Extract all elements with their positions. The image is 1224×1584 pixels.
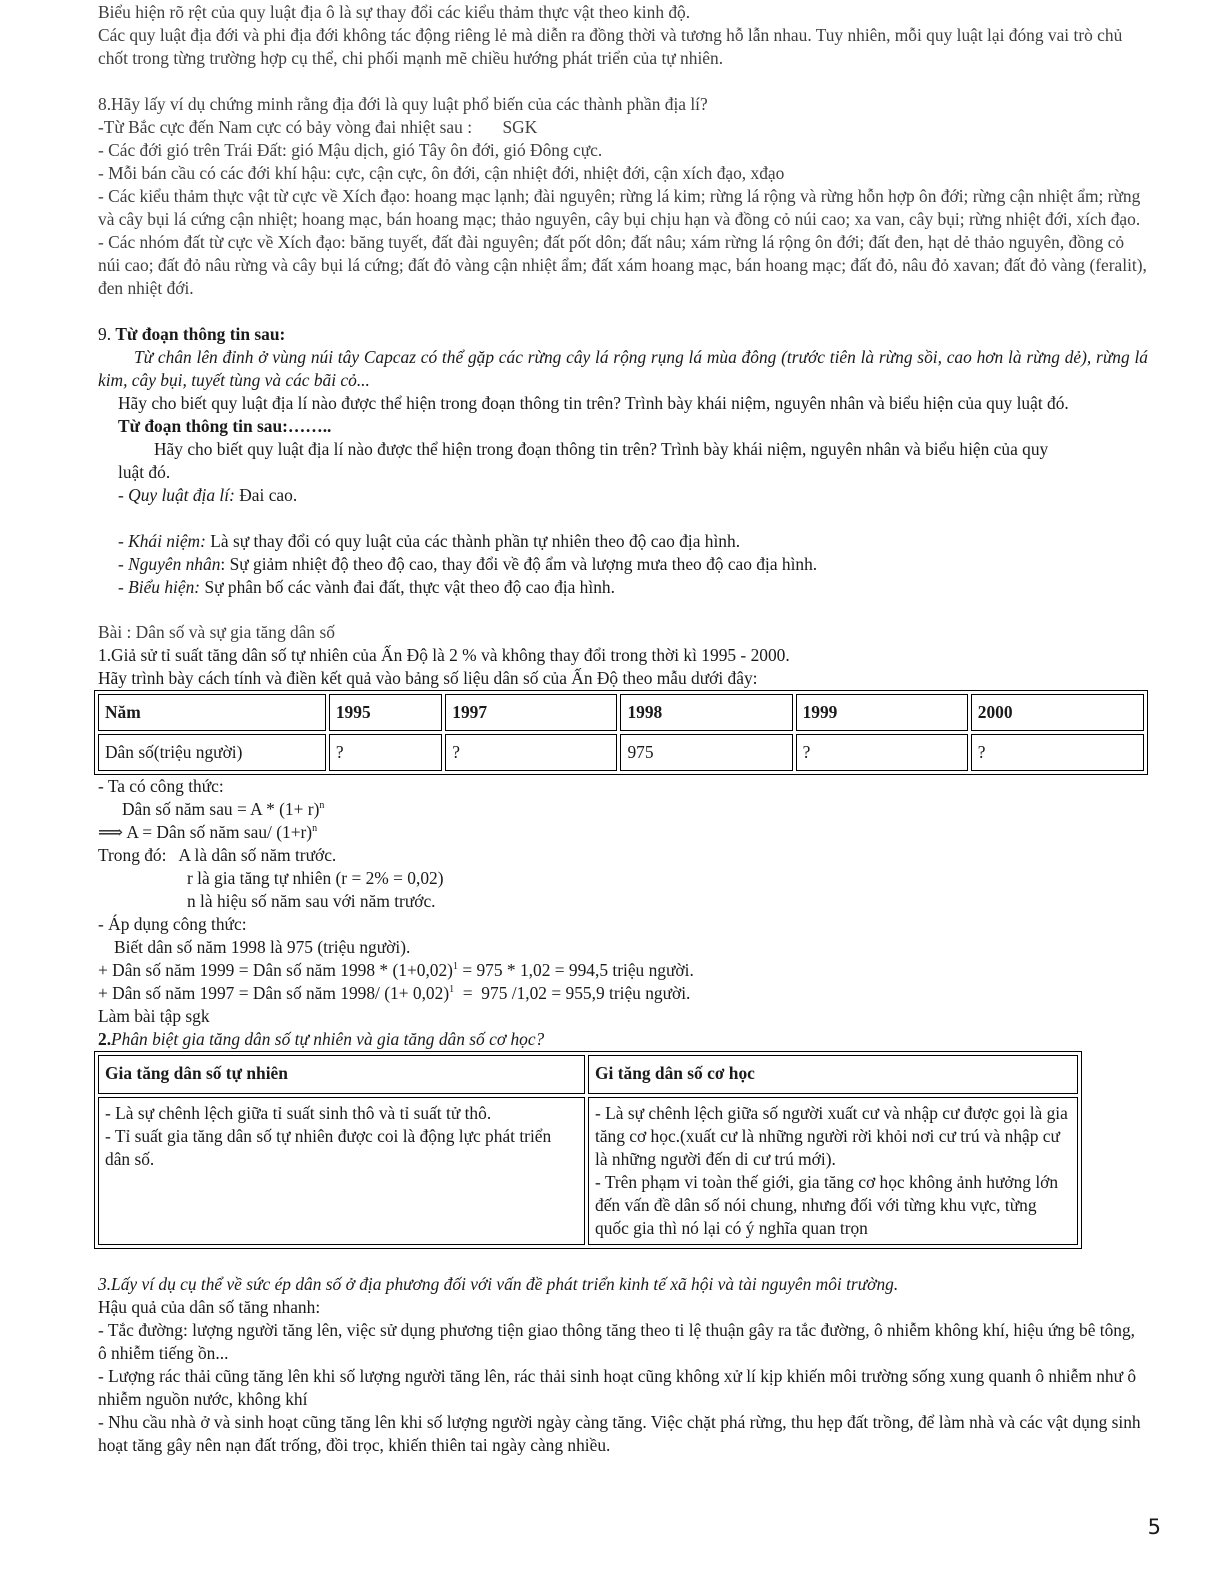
table-cell: ? <box>796 734 968 771</box>
list-item: - Lượng rác thải cũng tăng lên khi số lượng người tăng lên, rác thải sinh hoạt cũng không xử lí kịp khiến môi trường sống xung quanh ô nhiễm như ô nhiễm nguồn nước, không khí <box>98 1366 1137 1409</box>
calc-1999: + Dân số năm 1999 = Dân số năm $1998 * (1+0,02)^1 = 975 * 1,02 = 994,5$ triệu người. <box>98 960 694 980</box>
question-9 <box>98 323 1148 599</box>
question-9-passage: Từ chân lên đỉnh ở vùng núi tây Capcaz có thể gặp các rừng cây lá rộng rụng lá mùa đông (trước tiên là rừng sồi, cao hơn là rừng dẻ), rừng lá kim, cây bụi, tuyết tùng và các bãi cỏ... <box>98 347 1148 390</box>
law-line: - Quy luật địa lí: Đai cao. <box>118 485 298 505</box>
page-number: 5 <box>1147 1515 1161 1539</box>
lesson-title: Bài : Dân số và sự gia tăng dân số <box>98 622 335 642</box>
formula-1: Dân số năm sau = $A * (1+ r)^n$ <box>122 799 325 819</box>
list-item: - Tắc đường: lượng người tăng lên, việc sử dụng phương tiện giao thông tăng theo ti lệ thuận gây ra tắc đường, ô nhiễm không khí, hiệu ứng bê tông, ô nhiễm tiếng ồn... <box>98 1320 1136 1363</box>
table-header-cell: Năm <box>98 694 326 731</box>
calc-1997: + Dân số năm 1997 = Dân số năm 1998/ $(1+ 0,02)^1 = 975$ /1,02 = 955,9 triệu người. <box>98 983 691 1003</box>
table-header-cell: Gi tăng dân số cơ học <box>588 1055 1078 1094</box>
comparison-table <box>94 1051 1082 1249</box>
question-2-title: 2.Phân biệt gia tăng dân số tự nhiên và gia tăng dân số cơ học? <box>98 1029 545 1049</box>
paragraph: - Các nhóm đất từ cực về Xích đạo: băng tuyết, đất đài nguyên; đất pốt dôn; đất nâu; xám rừng lá rộng ôn đới; đất đen, hạt dẻ thảo nguyên, đồng cỏ núi cao; đất đỏ nâu rừng và cây bụi lá cứng; đất đỏ vàng cận nhiệt ẩm; đất xám hoang mạc, bán hoang mạc; đất đỏ, nâu đỏ xavan; đất đỏ vàng (feralit), đen nhiệt đới. <box>98 232 1147 298</box>
formula-intro: - Ta có công thức: <box>98 776 224 796</box>
table-header-cell: 1999 <box>796 694 968 731</box>
document-page <box>98 1 1148 1457</box>
lesson-question-1-task: Hãy trình bày cách tính và điền kết quả vào bảng số liệu dân số của Ấn Độ theo mẫu dưới đây: <box>98 668 758 688</box>
table-cell: Dân số(triệu người) <box>98 734 326 771</box>
where-n: n là hiệu số năm sau với năm trước. <box>187 891 436 911</box>
question-8 <box>98 93 1148 300</box>
question-9-repeat-title: Từ đoạn thông tin sau:…….. <box>118 416 332 436</box>
formula-2: ⟹ A = Dân số năm sau/ $(1+r)^n$ <box>98 822 318 842</box>
table-cell: - Là sự chênh lệch giữa tỉ suất sinh thô và tỉ suất tử thô. - Tỉ suất gia tăng dân số tự nhiên được coi là động lực phát triển dân số. <box>98 1097 585 1245</box>
list-item: - Nhu cầu nhà ở và sinh hoạt cũng tăng lên khi số lượng người ngày càng tăng. Việc chặt phá rừng, thu hẹp đất trồng, để làm nhà và các vật dụng sinh hoạt tăng gây nên nạn đất trống, đồi trọc, khiến thiên tai ngày càng nhiều. <box>98 1412 1141 1455</box>
table-cell: 975 <box>620 734 792 771</box>
question-9-heading: 9. Từ đoạn thông tin sau: <box>98 324 286 344</box>
table-header-cell: Gia tăng dân số tự nhiên <box>98 1055 585 1094</box>
table-header-cell: 1998 <box>620 694 792 731</box>
table-row <box>98 1097 1078 1245</box>
question-8-title: 8.Hãy lấy ví dụ chứng minh rằng địa đới là quy luật phổ biến của các thành phần địa lí? <box>98 94 708 114</box>
known-line: Biết dân số năm 1998 là 975 (triệu người). <box>114 937 411 957</box>
paragraph: Các quy luật địa đới và phi địa đới không tác động riêng lẻ mà diễn ra đồng thời và tương hỗ lẫn nhau. Tuy nhiên, mỗi quy luật lại đóng vai trò chủ chốt trong từng trường hợp cụ thể, chi phối mạnh mẽ chiều hướng phát triển của tự nhiên. <box>98 25 1123 68</box>
implies-arrow-icon: ⟹ <box>98 822 123 842</box>
population-lesson <box>98 621 1148 1457</box>
where-r: r là gia tăng tự nhiên (r = 2% = 0,02) <box>187 868 444 888</box>
cause-line: - Nguyên nhân: Sự giảm nhiệt độ theo độ cao, thay đổi về độ ẩm và lượng mưa theo độ cao địa hình. <box>118 554 818 574</box>
paragraph: - Các kiểu thảm thực vật từ cực về Xích đạo: hoang mạc lạnh; đài nguyên; rừng lá kim; rừng lá rộng và rừng hỗn hợp ôn đới; rừng cận nhiệt ẩm; rừng và cây bụi lá cứng cận nhiệt; hoang mạc, bán hoang mạc; thảo nguyên, cây bụi chịu hạn và đồng cỏ núi cao; xa van, cây bụi; rừng nhiệt đới, xích đạo. <box>98 186 1141 229</box>
paragraph: - Mỗi bán cầu có các đới khí hậu: cực, cận cực, ôn đới, cận nhiệt đới, nhiệt đới, cận xích đạo, xđạo <box>98 163 785 183</box>
table-header-cell: 2000 <box>971 694 1144 731</box>
top-section <box>98 1 1148 70</box>
paragraph: - Các đới gió trên Trái Đất: gió Mậu dịch, gió Tây ôn đới, gió Đông cực. <box>98 140 603 160</box>
table-cell: ? <box>445 734 617 771</box>
concept-line: - Khái niệm: Là sự thay đổi có quy luật của các thành phần tự nhiên theo độ cao địa hình. <box>118 531 741 551</box>
question-9-question: Hãy cho biết quy luật địa lí nào được thể hiện trong đoạn thông tin trên? Trình bày khái niệm, nguyên nhân và biểu hiện của quy luật đó. <box>118 393 1069 413</box>
question-3-title: 3.Lấy ví dụ cụ thể về sức ép dân số ở địa phương đối với vấn đề phát triển kinh tế xã hội và tài nguyên môi trường. <box>98 1274 899 1294</box>
table-row <box>98 734 1144 771</box>
homework-line: Làm bài tập sgk <box>98 1006 210 1026</box>
paragraph: Biểu hiện rõ rệt của quy luật địa ô là sự thay đổi các kiểu thảm thực vật theo kinh độ. <box>98 2 691 22</box>
expression-line: - Biểu hiện: Sự phân bố các vành đai đất, thực vật theo độ cao địa hình. <box>118 577 615 597</box>
table-cell: ? <box>971 734 1144 771</box>
paragraph: -Từ Bắc cực đến Nam cực có bảy vòng đai nhiệt sau : SGK <box>98 117 538 137</box>
question-9-repeat-question: Hãy cho biết quy luật địa lí nào được thể hiện trong đoạn thông tin trên? Trình bày khái niệm, nguyên nhân và biểu hiện của quy luật đó. <box>118 439 1049 482</box>
table-header-row <box>98 1055 1078 1094</box>
apply-line: - Áp dụng công thức: <box>98 914 247 934</box>
table-cell: - Là sự chênh lệch giữa số người xuất cư và nhập cư được gọi là gia tăng cơ học.(xuất cư là những người rời khỏi nơi cư trú và nhập cư là những người đến di cư trú mới). - Trên phạm vi toàn thế giới, gia tăng cơ học không ảnh hưởng lớn đến vấn đề dân số nói chung, nhưng đối với từng khu vực, từng quốc gia thì nó lại có ý nghĩa quan trọn <box>588 1097 1078 1245</box>
where-line: Trong đó: A là dân số năm trước. <box>98 845 337 865</box>
population-table <box>94 690 1148 775</box>
lesson-question-1: 1.Giả sử tỉ suất tăng dân số tự nhiên của Ấn Độ là 2 % và không thay đổi trong thời kì 1995 - 2000. <box>98 645 790 665</box>
question-3-intro: Hậu quả của dân số tăng nhanh: <box>98 1297 321 1317</box>
table-header-row <box>98 694 1144 731</box>
table-cell: ? <box>329 734 442 771</box>
table-header-cell: 1997 <box>445 694 617 731</box>
table-header-cell: 1995 <box>329 694 442 731</box>
